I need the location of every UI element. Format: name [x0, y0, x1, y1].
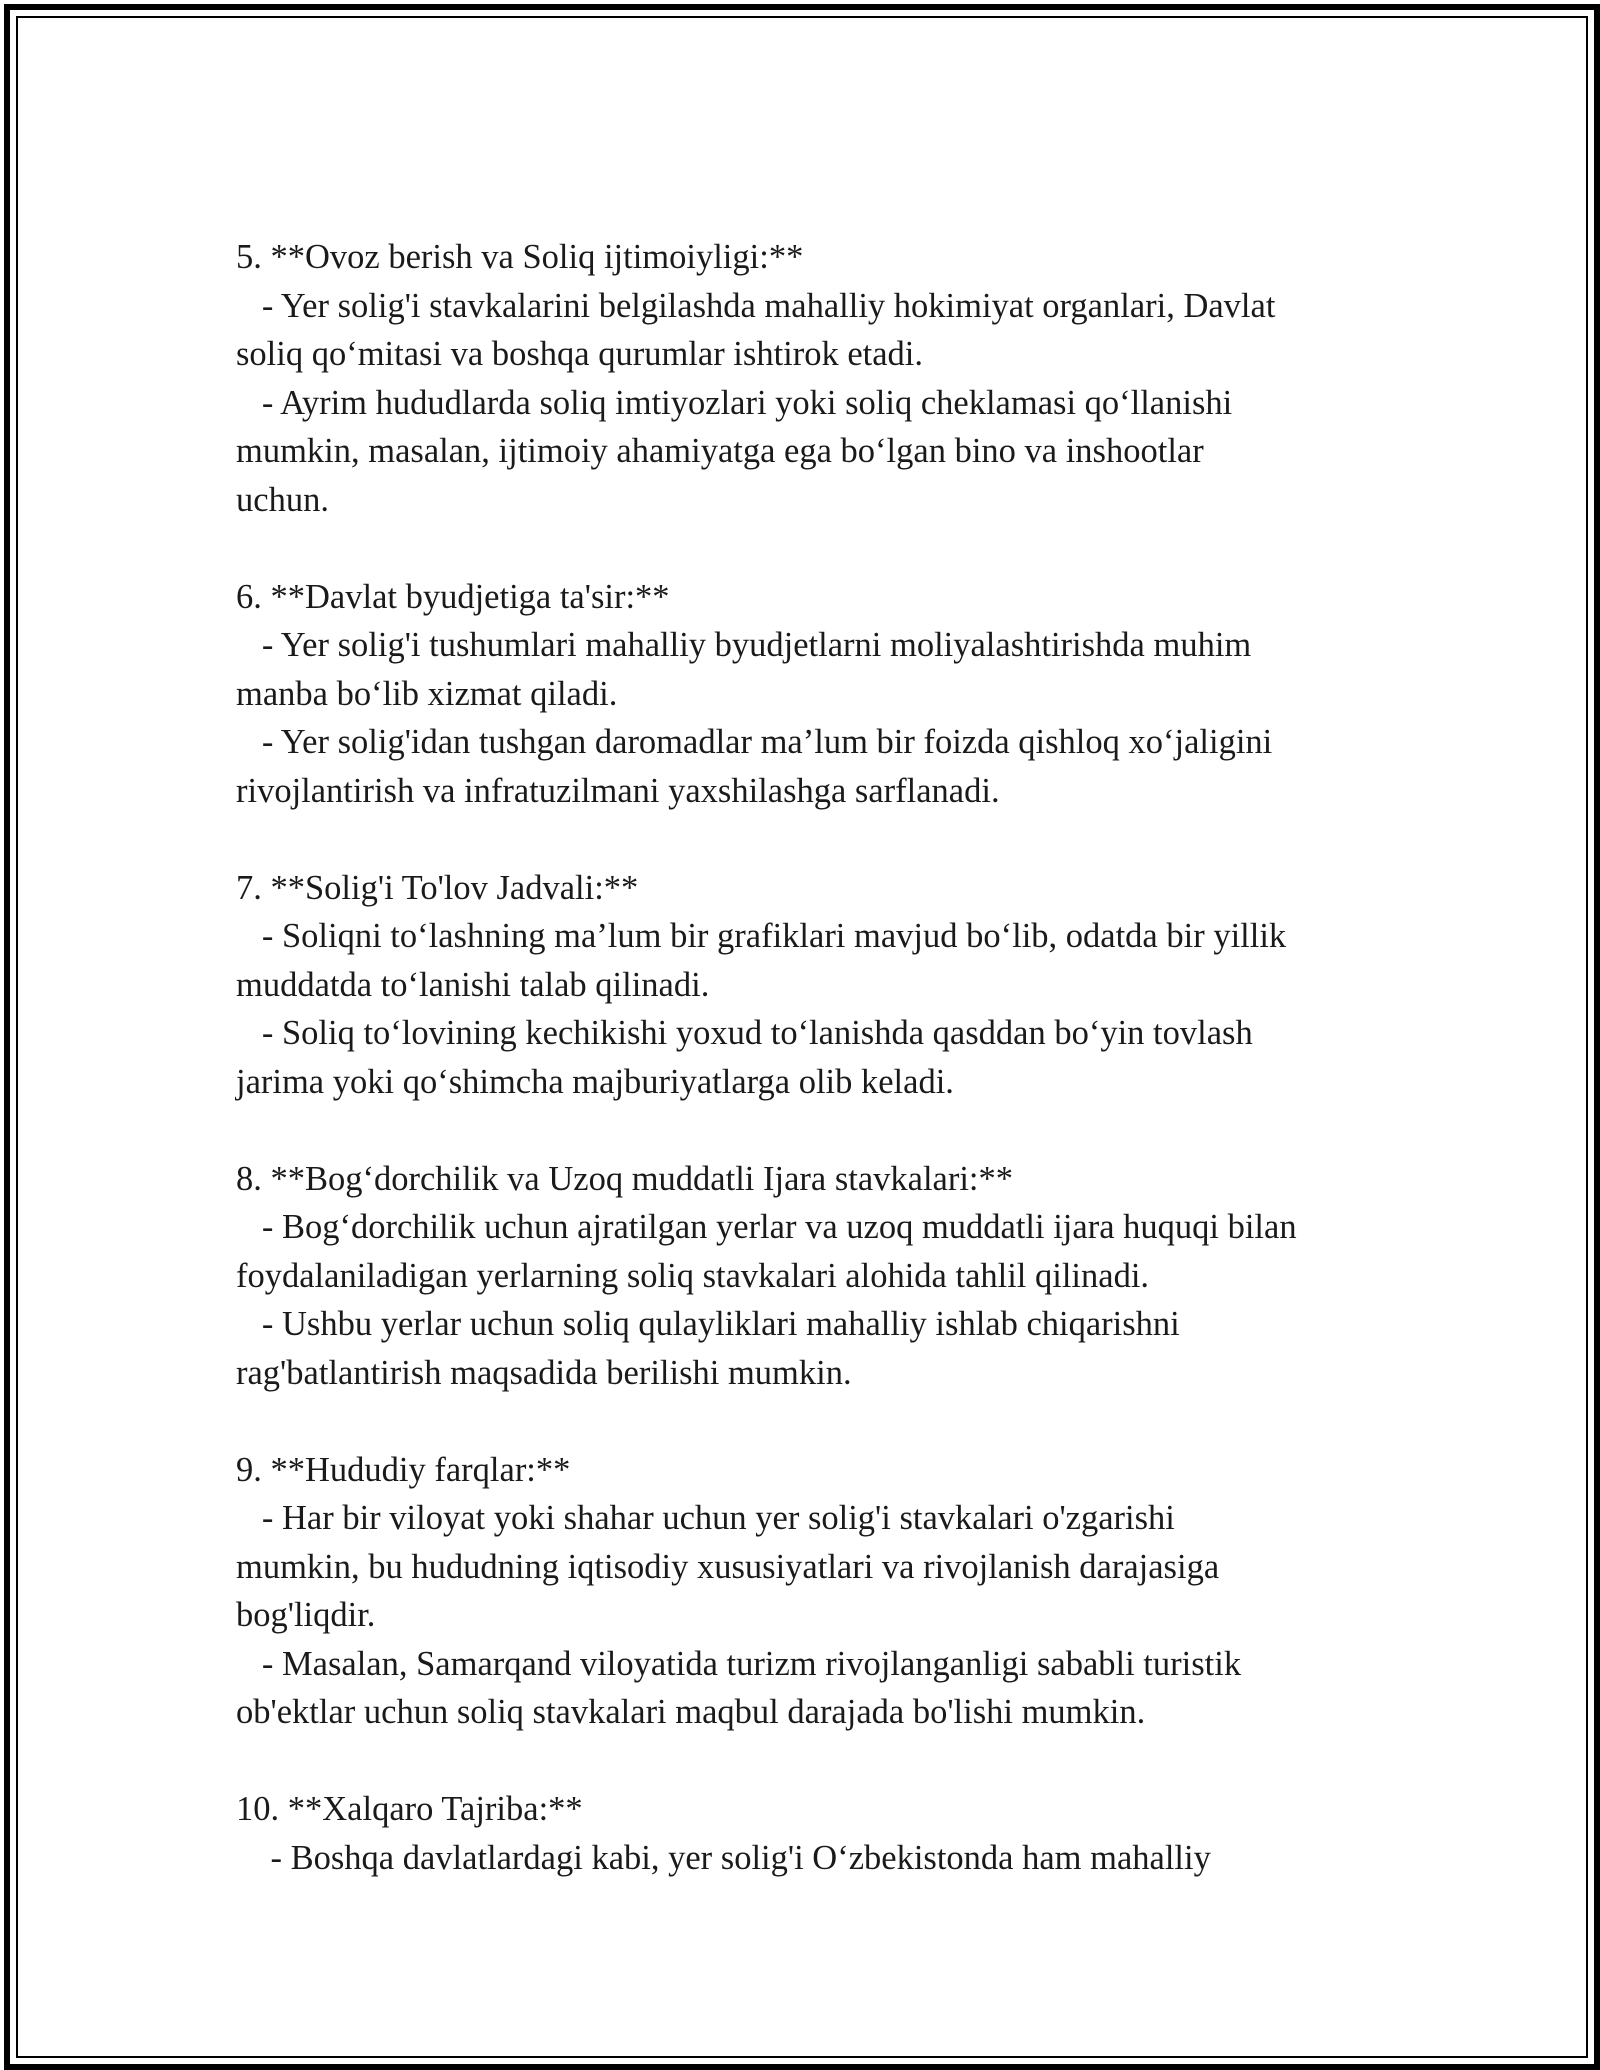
section-heading: 6. **Davlat byudjetiga ta'sir:** [236, 577, 670, 616]
document-body [236, 233, 1386, 1931]
section-7-tax-payment-schedule [236, 864, 1386, 1107]
text-line: mumkin, bu hududning iqtisodiy xususiyatlari va rivojlanish darajasiga [236, 1547, 1220, 1586]
text-line: foydalaniladigan yerlarning soliq stavkalari alohida tahlil qilinadi. [236, 1256, 1150, 1295]
text-line: - Yer solig'i stavkalarini belgilashda mahalliy hokimiyat organlari, Davlat [236, 286, 1276, 325]
text-line: rag'batlantirish maqsadida berilishi mumkin. [236, 1353, 852, 1392]
section-heading: 9. **Hududiy farqlar:** [236, 1450, 571, 1489]
text-line: rivojlantirish va infratuzilmani yaxshilashga sarflanadi. [236, 771, 1000, 810]
text-line: - Soliq to‘lovining kechikishi yoxud to‘lanishda qasddan bo‘yin tovlash [236, 1014, 1253, 1052]
text-line: - Ushbu yerlar uchun soliq qulayliklari mahalliy ishlab chiqarishni [236, 1305, 1180, 1343]
text-line: - Boshqa davlatlardagi kabi, yer solig'i O‘zbekistonda ham mahalliy [236, 1838, 1211, 1877]
section-heading: 10. **Xalqaro Tajriba:** [236, 1790, 583, 1828]
text-line: - Soliqni to‘lashning ma’lum bir grafiklari mavjud bo‘lib, odatda bir yillik [236, 917, 1287, 955]
text-line: - Yer solig'idan tushgan daromadlar ma’lum bir foizda qishloq xo‘jaligini [236, 723, 1273, 761]
text-line: bog'liqdir. [236, 1596, 376, 1634]
text-line: - Har bir viloyat yoki shahar uchun yer solig'i stavkalari o'zgarishi [236, 1499, 1175, 1537]
text-line: - Bog‘dorchilik uchun ajratilgan yerlar va uzoq muddatli ijara huquqi bilan [236, 1208, 1297, 1246]
text-line: soliq qo‘mitasi va boshqa qurumlar ishtirok etadi. [236, 335, 924, 373]
text-line: manba bo‘lib xizmat qiladi. [236, 674, 618, 713]
text-line: uchun. [236, 480, 329, 519]
text-line: - Ayrim hududlarda soliq imtiyozlari yoki soliq cheklamasi qo‘llanishi [236, 383, 1233, 422]
text-line: muddatda to‘lanishi talab qilinadi. [236, 965, 710, 1004]
section-heading: 5. **Ovoz berish va Soliq ijtimoiyligi:** [236, 238, 804, 276]
section-9-regional-differences [236, 1446, 1386, 1737]
section-5-voting-and-social-tax [236, 233, 1386, 524]
text-line: jarima yoki qo‘shimcha majburiyatlarga olib keladi. [236, 1062, 954, 1101]
text-line: mumkin, masalan, ijtimoiy ahamiyatga ega bo‘lgan bino va inshootlar [236, 432, 1204, 470]
section-10-international-experience [236, 1785, 1386, 1882]
section-heading: 7. **Solig'i To'lov Jadvali:** [236, 868, 639, 907]
text-line: - Masalan, Samarqand viloyatida turizm rivojlanganligi sababli turistik [236, 1644, 1242, 1683]
text-line: - Yer solig'i tushumlari mahalliy byudjetlarni moliyalashtirishda muhim [236, 626, 1252, 664]
section-6-state-budget-impact [236, 573, 1386, 816]
section-heading: 8. **Bog‘dorchilik va Uzoq muddatli Ijara stavkalari:** [236, 1159, 1014, 1198]
section-8-horticulture-and-lease-rates [236, 1155, 1386, 1398]
text-line: ob'ektlar uchun soliq stavkalari maqbul darajada bo'lishi mumkin. [236, 1693, 1146, 1731]
